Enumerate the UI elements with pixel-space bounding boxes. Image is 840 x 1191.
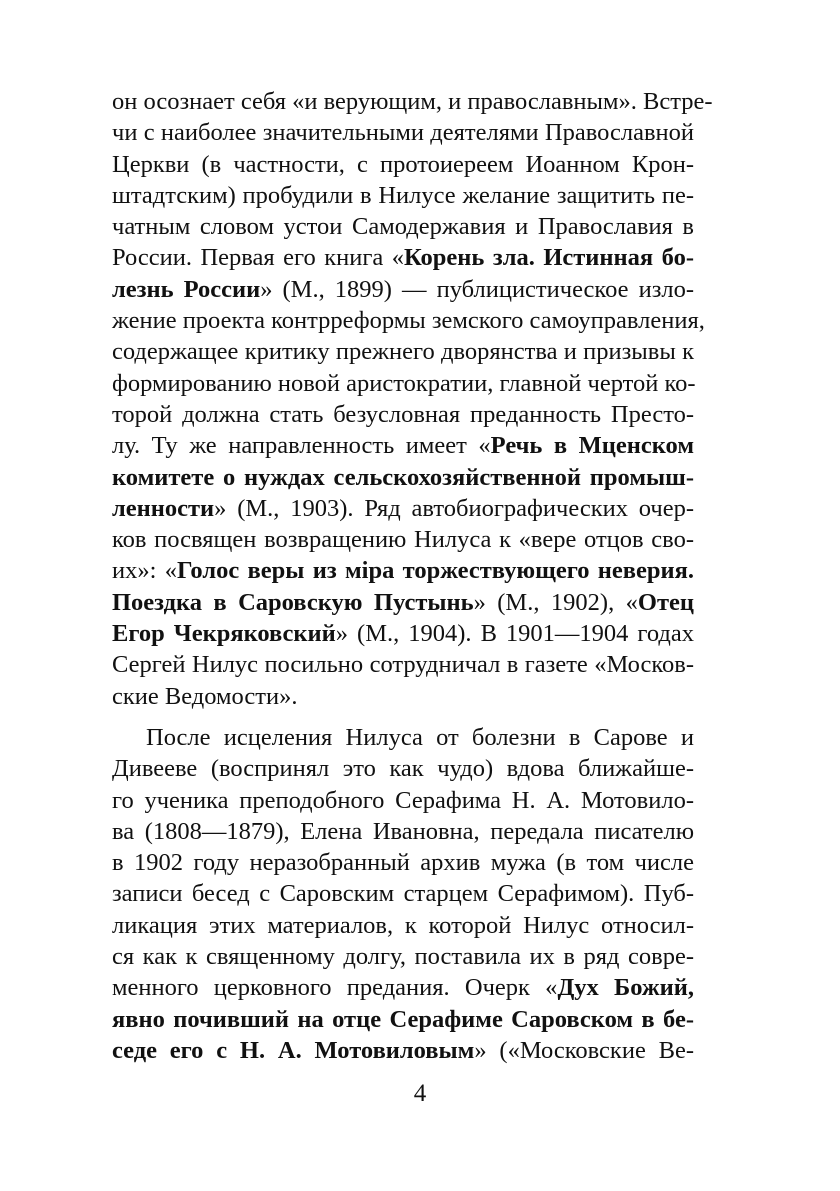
text-line: [112, 618, 694, 649]
text-line: [112, 972, 694, 1003]
bold-title-text: Корень зла. Истинная бо-: [404, 244, 694, 272]
text-segment: » (М., 1904). В 1901—1904 годах: [335, 620, 695, 648]
text-segment: » («Московские Ве-: [474, 1036, 694, 1064]
paragraph: [112, 86, 713, 712]
text-line: [112, 722, 694, 753]
text-line: [112, 462, 694, 493]
text-line: [112, 847, 694, 878]
text-line: [112, 368, 694, 399]
bold-title-text: Речь в Мценском: [490, 432, 695, 460]
bold-title-text: седе его с Н. А. Мотовиловым: [112, 1036, 475, 1064]
text-line: [112, 753, 694, 784]
text-segment: Церкви (в частности, с протоиереем Иоанном Крон-: [112, 150, 694, 178]
text-line: [112, 649, 694, 680]
text-line: [112, 493, 694, 524]
text-line: [112, 524, 694, 555]
text-line: [112, 180, 694, 211]
text-segment: в 1902 году неразобранный архив мужа (в том числе: [112, 849, 694, 877]
text-line: [112, 305, 705, 336]
text-segment: записи бесед с Саровским старцем Серафимом). Пуб-: [112, 880, 694, 908]
text-line: [112, 86, 713, 117]
bold-title-text: Отец: [637, 588, 694, 616]
text-line: [112, 117, 694, 148]
text-line: [112, 399, 694, 430]
text-segment: ва (1808—1879), Елена Ивановна, передала писателю: [112, 817, 694, 845]
body-text: [112, 86, 713, 1066]
text-line: [112, 816, 694, 847]
text-line: [112, 211, 694, 242]
bold-title-text: Егор Чекряковский: [112, 620, 336, 648]
text-segment: менного церковного предания. Очерк «: [112, 974, 558, 1002]
bold-title-text: Дух Божий,: [557, 974, 694, 1002]
text-segment: содержащее критику прежнего дворянства и призывы к: [112, 338, 694, 366]
text-segment: Дивееве (воспринял это как чудо) вдова ближайше-: [112, 755, 694, 783]
text-line: [112, 336, 694, 367]
text-line: [112, 1035, 694, 1066]
bold-title-text: ленности: [112, 494, 215, 522]
text-line: [112, 941, 694, 972]
text-line: [112, 587, 694, 618]
text-segment: штадтским) пробудили в Нилусе желание защитить пе-: [112, 181, 694, 209]
text-segment: » (М., 1902), «: [473, 588, 638, 616]
text-segment: чи с наиболее значительными деятелями Православной: [112, 119, 694, 147]
text-line: [112, 430, 694, 461]
text-line: [112, 1004, 694, 1035]
text-segment: После исцеления Нилуса от болезни в Сарове и: [146, 723, 694, 751]
text-segment: ков посвящен возвращению Нилуса к «вере отцов сво-: [112, 526, 694, 554]
text-segment: жение проекта контрреформы земского самоуправления,: [112, 307, 705, 335]
text-segment: лу. Ту же направленность имеет «: [112, 432, 491, 460]
text-segment: он осознает себя «и верующим, и православным». Встре-: [112, 88, 713, 115]
page-number: 4: [413, 1080, 427, 1107]
text-segment: го ученика преподобного Серафима Н. А. Мотовило-: [112, 786, 694, 814]
text-line: [112, 681, 694, 712]
text-line: [112, 274, 694, 305]
text-segment: торой должна стать безусловная преданность Престо-: [112, 400, 694, 428]
paragraph: [112, 722, 694, 1066]
text-line: [112, 555, 694, 586]
text-segment: формированию новой аристократии, главной чертой ко-: [112, 369, 696, 397]
text-line: [112, 785, 694, 816]
text-segment: ские Ведомости».: [112, 682, 298, 710]
text-segment: их»: «: [112, 557, 177, 585]
text-segment: » (М., 1899) — публицистическое изло-: [260, 275, 695, 303]
text-segment: России. Первая его книга «: [112, 244, 405, 272]
bold-title-text: Поездка в Саровскую Пустынь: [112, 588, 474, 616]
bold-title-text: комитете о нуждах сельскохозяйственной промыш-: [112, 463, 694, 491]
text-segment: чатным словом устои Самодержавия и Православия в: [112, 213, 694, 241]
text-line: [112, 910, 694, 941]
text-segment: ся как к священному долгу, поставила их в ряд совре-: [112, 943, 694, 971]
paragraph-gap: [112, 712, 694, 722]
bold-title-text: лезнь России: [112, 275, 261, 303]
text-segment: » (М., 1903). Ряд автобиографических очер-: [214, 494, 694, 522]
text-line: [112, 242, 694, 273]
bold-title-text: явно почивший на отце Серафиме Саровском в бе-: [112, 1005, 694, 1033]
bold-title-text: Голос веры из міра торжествующего неверия.: [176, 557, 694, 585]
text-segment: Сергей Нилус посильно сотрудничал в газете «Москов-: [112, 651, 694, 679]
text-line: [112, 878, 694, 909]
text-line: [112, 149, 694, 180]
text-segment: ликация этих материалов, к которой Нилус относил-: [112, 911, 694, 939]
